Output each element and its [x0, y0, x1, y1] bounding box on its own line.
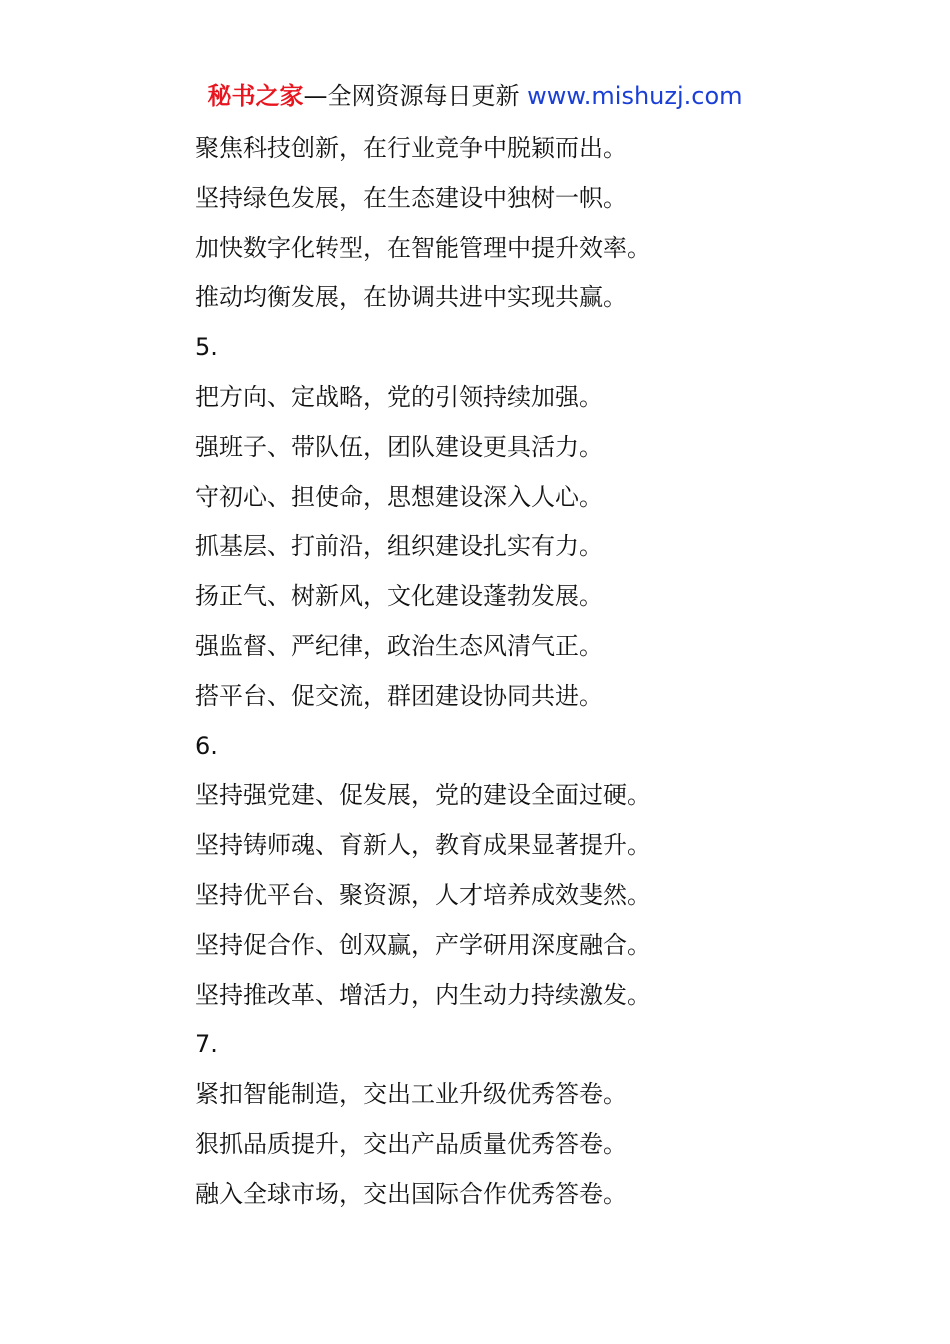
text-line: 坚持铸师魂、育新人，教育成果显著提升。	[195, 831, 651, 860]
text-line: 坚持优平台、聚资源，人才培养成效斐然。	[195, 880, 651, 909]
text-line: 紧扣智能制造，交出工业升级优秀答卷。	[195, 1080, 627, 1109]
text-line: 聚焦科技创新，在行业竞争中脱颖而出。	[195, 134, 627, 162]
text-line: 坚持强党建、促发展，党的建设全面过硬。	[195, 781, 651, 810]
text-line: 扬正气、树新风，文化建设蓬勃发展。	[195, 582, 603, 611]
header-tagline: —全网资源每日更新	[303, 82, 528, 110]
text-line: 坚持绿色发展，在生态建设中独树一帜。	[195, 183, 627, 212]
site-url[interactable]: www.mishuzj.com	[527, 82, 743, 110]
document-body	[195, 124, 915, 1220]
page-header	[0, 80, 950, 112]
section-number: 5.	[195, 333, 218, 362]
text-line: 推动均衡发展，在协调共进中实现共赢。	[195, 283, 627, 312]
section-number: 7.	[195, 1030, 218, 1059]
text-line: 抓基层、打前沿，组织建设扎实有力。	[195, 532, 603, 561]
text-line: 守初心、担使命，思想建设深入人心。	[195, 482, 603, 511]
section-number: 6.	[195, 731, 218, 760]
text-line: 坚持推改革、增活力，内生动力持续激发。	[195, 980, 651, 1009]
text-line: 融入全球市场，交出国际合作优秀答卷。	[195, 1179, 627, 1208]
text-line: 狠抓品质提升，交出产品质量优秀答卷。	[195, 1129, 627, 1158]
text-line: 坚持促合作、创双赢，产学研用深度融合。	[195, 930, 651, 959]
text-line: 加快数字化转型，在智能管理中提升效率。	[195, 233, 651, 262]
text-line: 强监督、严纪律，政治生态风清气正。	[195, 631, 603, 660]
brand-name: 秘书之家	[207, 82, 304, 110]
text-line: 强班子、带队伍，团队建设更具活力。	[195, 432, 603, 461]
text-line: 把方向、定战略，党的引领持续加强。	[195, 382, 603, 411]
text-line: 搭平台、促交流，群团建设协同共进。	[195, 681, 603, 710]
